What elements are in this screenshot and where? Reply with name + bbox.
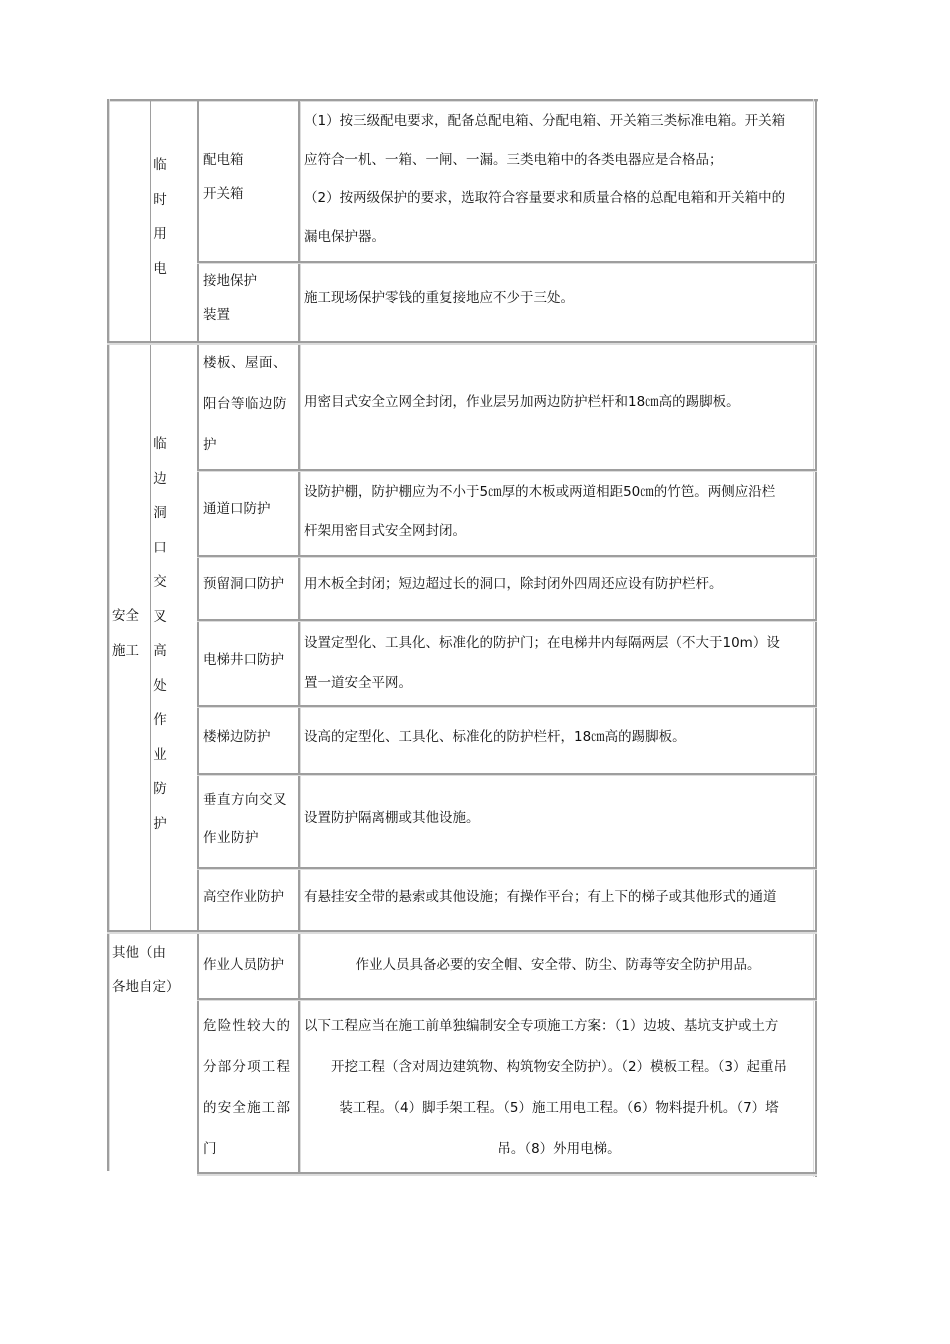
item-cell <box>203 264 297 332</box>
char: 用 <box>153 226 167 242</box>
content-cell <box>304 720 816 754</box>
content-cell <box>302 948 814 982</box>
item-line: 作业人员防护 <box>203 957 284 973</box>
content-cell <box>304 801 816 835</box>
content-cell <box>304 567 816 601</box>
content-line: 用木板全封闭；短边超过长的洞口，除封闭外四周还应设有防护栏杆。 <box>304 576 723 592</box>
content-line: 设高的定型化、工具化、标准化的防护栏杆，18㎝高的踢脚板。 <box>304 729 686 745</box>
content-cell <box>304 1006 814 1170</box>
category-qita-line1: 其他（由 <box>112 945 166 961</box>
char: 电 <box>153 260 167 277</box>
item-line: 接地保护 <box>203 273 257 289</box>
char: 口 <box>153 539 167 556</box>
item-cell <box>203 643 297 677</box>
char: 时 <box>153 191 167 208</box>
item-cell <box>203 948 297 982</box>
item-line: 垂直方向交叉 <box>203 792 287 808</box>
content-cell <box>304 281 816 315</box>
category-anquan-line2: 施工 <box>112 642 139 659</box>
item-cell <box>203 567 297 601</box>
item-cell <box>203 1006 299 1170</box>
content-line: 作业人员具备必要的安全帽、安全带、防尘、防毒等安全防护用品。 <box>355 957 761 973</box>
category-anquan-line1: 安全 <box>112 608 139 624</box>
category-qita-line2: 各地自定） <box>112 979 180 995</box>
content-cell <box>304 880 816 914</box>
char: 交 <box>153 574 167 590</box>
item-line: 门 <box>203 1141 218 1157</box>
content-cell <box>304 473 816 551</box>
item-line: 预留洞口防护 <box>203 576 284 592</box>
item-cell <box>203 492 297 526</box>
char: 防 <box>153 781 167 797</box>
content-line: 杆架用密目式安全网封闭。 <box>304 523 466 539</box>
char: 临 <box>153 157 167 173</box>
char: 洞 <box>153 505 167 521</box>
item-line: 分部分项工程 <box>203 1059 292 1075</box>
content-cell <box>304 102 816 256</box>
subcategory-linbian-fanghu <box>150 427 170 841</box>
content-line: 设防护棚，防护棚应为不小于5㎝厚的木板或两道相距50㎝的竹笆。两侧应沿栏 <box>304 484 776 500</box>
item-cell <box>203 143 297 211</box>
content-line: 施工现场保护零钱的重复接地应不少于三处。 <box>304 290 574 306</box>
char: 边 <box>153 470 167 487</box>
content-line: 有悬挂安全带的悬索或其他设施；有操作平台；有上下的梯子或其他形式的通道 <box>304 889 777 905</box>
item-cell <box>203 343 299 466</box>
char: 护 <box>153 815 167 832</box>
char: 作 <box>153 712 167 728</box>
char: 临 <box>153 436 167 452</box>
item-line: 开关箱 <box>203 186 244 202</box>
content-line: 设置防护隔离棚或其他设施。 <box>304 810 480 826</box>
item-line: 护 <box>203 437 217 453</box>
item-line: 的安全施工部 <box>203 1100 292 1116</box>
content-line: 吊。（8）外用电梯。 <box>497 1141 621 1157</box>
category-qita <box>112 936 198 1004</box>
item-line: 电梯井口防护 <box>203 652 284 668</box>
item-line: 装置 <box>203 307 230 323</box>
content-line: 用密目式安全立网全封闭，作业层另加两边防护栏杆和18㎝高的踢脚板。 <box>304 394 740 410</box>
item-cell <box>203 720 297 754</box>
content-line: 设置定型化、工具化、标准化的防护门；在电梯井内每隔两层（不大于10m）设 <box>304 635 780 651</box>
item-line: 楼板、屋面、 <box>203 355 287 371</box>
content-cell <box>304 385 816 419</box>
char: 处 <box>153 677 167 694</box>
subcategory-linshi-yongdian <box>150 148 170 286</box>
content-line: （2）按两级保护的要求，选取符合容量要求和质量合格的总配电箱和开关箱中的 <box>304 190 786 206</box>
category-anquan-shigong <box>112 599 144 668</box>
content-line: 开挖工程（含对周边建筑物、构筑物安全防护）。（2）模板工程。（3）起重吊 <box>331 1059 787 1075</box>
content-line: 漏电保护器。 <box>304 228 385 245</box>
content-line: 应符合一机、一箱、一闸、一漏。三类电箱中的各类电器应是合格品； <box>304 151 723 168</box>
char: 业 <box>153 746 167 763</box>
char: 叉 <box>153 608 167 625</box>
item-line: 危险性较大的 <box>203 1018 292 1034</box>
item-line: 配电箱 <box>203 152 244 168</box>
char: 高 <box>153 643 167 659</box>
item-line: 阳台等临边防 <box>203 396 287 412</box>
content-line: 以下工程应当在施工前单独编制安全专项施工方案：（1）边坡、基坑支护或土方 <box>304 1018 779 1034</box>
item-cell <box>203 781 299 857</box>
item-line: 楼梯边防护 <box>203 729 271 745</box>
content-line: 置一道安全平网。 <box>304 675 412 691</box>
content-line: 装工程。（4）脚手架工程。（5）施工用电工程。（6）物料提升机。（7）塔 <box>339 1100 779 1116</box>
item-cell <box>203 880 297 914</box>
content-line: （1）按三级配电要求，配备总配电箱、分配电箱、开关箱三类标准电箱。开关箱 <box>304 113 786 129</box>
item-line: 高空作业防护 <box>203 889 284 905</box>
content-cell <box>304 623 816 703</box>
item-line: 通道口防护 <box>203 501 271 517</box>
item-line: 作业防护 <box>203 830 259 846</box>
